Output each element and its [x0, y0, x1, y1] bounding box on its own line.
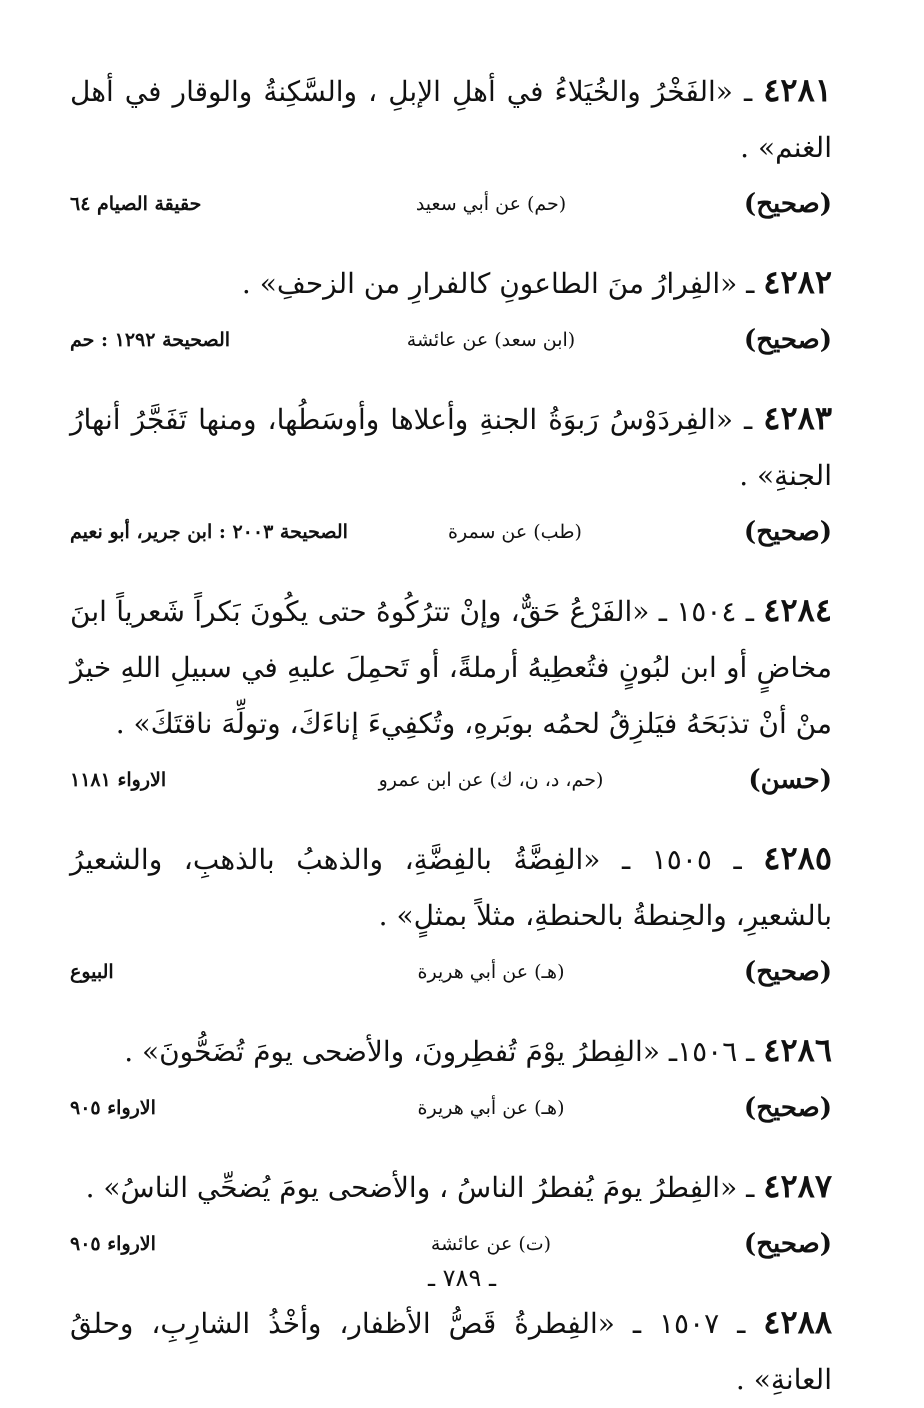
hadith-entry-4287 [70, 1158, 832, 1268]
grade-label: (صحيح) [743, 325, 832, 355]
hadith-meta [70, 948, 832, 996]
hadith-body: ١٥٠٧ ـ «الفِطرةُ قَصُّ الأظفار، وأخْذُ الشارِبِ، وحلقُ العانةِ» . [70, 1307, 832, 1396]
hadith-text: ٤٢٨١ ـ «الفَخْرُ والخُيَلاءُ في أهلِ الإبلِ ، والسَّكِنةُ والوقار في أهل الغنم» . [70, 71, 832, 164]
hadith-entry-4282 [70, 254, 832, 364]
hadith-number: ٤٢٨١ [763, 71, 832, 109]
hadith-body: «الفِطرُ يومَ يُفطرُ الناسُ ، والأضحى يومَ يُضحِّي الناسُ» . [85, 1171, 738, 1204]
grade-label: (صحيح) [743, 1229, 832, 1259]
hadith-entry-4286 [70, 1022, 832, 1132]
hadith-body: «الفَخْرُ والخُيَلاءُ في أهلِ الإبلِ ، والسَّكِنةُ والوقار في أهل الغنم» . [70, 75, 832, 164]
page-number: ـ ٧٨٩ ـ [427, 1264, 496, 1292]
source-label: (ت) عن عائشة [430, 1233, 552, 1255]
hadith-entry-4281 [70, 62, 832, 228]
hadith-meta [70, 180, 832, 228]
hadith-text: ٤٢٨٢ ـ «الفِرارُ منَ الطاعونِ كالفرارِ من الزحفِ» . [241, 263, 832, 301]
hadith-number: ٤٢٨٦ [763, 1031, 832, 1069]
hadith-text: ٤٢٨٨ ـ ١٥٠٧ ـ «الفِطرةُ قَصُّ الأظفار، وأخْذُ الشارِبِ، وحلقُ العانةِ» . [70, 1303, 833, 1396]
hadith-number: ٤٢٨٨ [763, 1303, 833, 1341]
hadith-meta [70, 1220, 832, 1268]
hadith-meta [70, 508, 832, 556]
source-label: (هـ) عن أبي هريرة [417, 961, 565, 983]
hadith-body: «الفِرارُ منَ الطاعونِ كالفرارِ من الزحفِ» . [241, 267, 738, 300]
hadith-number: ٤٢٨٥ [763, 839, 832, 877]
hadith-number: ٤٢٨٢ [763, 263, 832, 301]
grade-label: (صحيح) [743, 517, 832, 547]
hadith-entry-4288 [70, 1294, 832, 1408]
grade-label: (صحيح) [743, 957, 832, 987]
grade-label: (صحيح) [743, 189, 832, 219]
hadith-number: ٤٢٨٣ [763, 399, 832, 437]
hadith-number: ٤٢٨٧ [763, 1167, 832, 1205]
hadith-meta [70, 1084, 832, 1132]
grade-label: (حسن) [748, 765, 832, 795]
reference-label: البيوع [70, 961, 114, 983]
hadith-text: ٤٢٨٧ ـ «الفِطرُ يومَ يُفطرُ الناسُ ، والأضحى يومَ يُضحِّي الناسُ» . [85, 1167, 832, 1205]
hadith-text: ٤٢٨٤ ـ ١٥٠٤ ـ «الفَرْعُ حَقٌّ، وإنْ تترُكُوهُ حتى يكُونَ بَكراً شَعرياً ابنَ مخاضٍ أو ابن لبُونٍ فتُعطِيهُ أرملةً، أو تَحمِلَ عليهِ في سبيلِ اللهِ خيرٌ منْ أنْ تذبَحَهُ فيَلزِقُ لحمُه بوبَرهِ، وتُكفِيءَ إناءَكَ، وتولِّهَ ناقتَكَ» . [70, 591, 832, 740]
source-label: (ابن سعد) عن عائشة [406, 329, 576, 351]
hadith-entry-4285 [70, 830, 832, 996]
reference-label: الصحيحة ١٢٩٢ : حم [70, 329, 231, 351]
hadith-body: ١٥٠٤ ـ «الفَرْعُ حَقٌّ، وإنْ تترُكُوهُ حتى يكُونَ بَكراً شَعرياً ابنَ مخاضٍ أو ابن لبُونٍ فتُعطِيهُ أرملةً، أو تَحمِلَ عليهِ في سبيلِ اللهِ خيرٌ منْ أنْ تذبَحَهُ فيَلزِقُ لحمُه بوبَرهِ، وتُكفِيءَ إناءَكَ، وتولِّهَ ناقتَكَ» . [70, 595, 832, 740]
reference-label: الصحيحة ٢٠٠٣ : ابن جرير، أبو نعيم [70, 521, 348, 543]
source-label: (حم) عن أبي سعيد [415, 193, 567, 215]
hadith-text: ٤٢٨٦ ـ ١٥٠٦ـ «الفِطرُ يوْمَ تُفطِرونَ، والأضحى يومَ تُضَحُّونَ» . [124, 1031, 832, 1069]
reference-label: حقيقة الصيام ٦٤ [70, 193, 202, 215]
source-label: (حم، د، ن، ك) عن ابن عمرو [378, 769, 604, 791]
source-label: (طب) عن سمرة [448, 521, 582, 543]
hadith-text: ٤٢٨٣ ـ «الفِردَوْسُ رَبوَةُ الجنةِ وأعلاها وأوسَطُها، ومنها تَفَجَّرُ أنهارُ الجنةِ» . [70, 399, 832, 492]
grade-label: (صحيح) [743, 1093, 832, 1123]
hadith-body: «الفِردَوْسُ رَبوَةُ الجنةِ وأعلاها وأوسَطُها، ومنها تَفَجَّرُ أنهارُ الجنةِ» . [70, 403, 832, 492]
reference-label: الارواء ٩٠٥ [70, 1233, 156, 1255]
hadith-body: ١٥٠٦ـ «الفِطرُ يوْمَ تُفطِرونَ، والأضحى يومَ تُضَحُّونَ» . [124, 1035, 738, 1068]
hadith-meta [70, 756, 832, 804]
reference-label: الارواء ١١٨١ [70, 769, 167, 791]
hadith-entry-4284 [70, 582, 832, 804]
hadith-entry-4283 [70, 390, 832, 556]
hadith-body: ١٥٠٥ ـ «الفِضَّةُ بالفِضَّةِ، والذهبُ بالذهبِ، والشعيرُ بالشعيرِ، والحِنطةُ بالحنطةِ، مثلاً بمثلٍ» . [70, 843, 832, 932]
hadith-meta [70, 316, 832, 364]
source-label: (هـ) عن أبي هريرة [417, 1097, 565, 1119]
reference-label: الارواء ٩٠٥ [70, 1097, 156, 1119]
hadith-text: ٤٢٨٥ ـ ١٥٠٥ ـ «الفِضَّةُ بالفِضَّةِ، والذهبُ بالذهبِ، والشعيرُ بالشعيرِ، والحِنطةُ بالحنطةِ، مثلاً بمثلٍ» . [70, 839, 832, 932]
hadith-number: ٤٢٨٤ [763, 591, 832, 629]
